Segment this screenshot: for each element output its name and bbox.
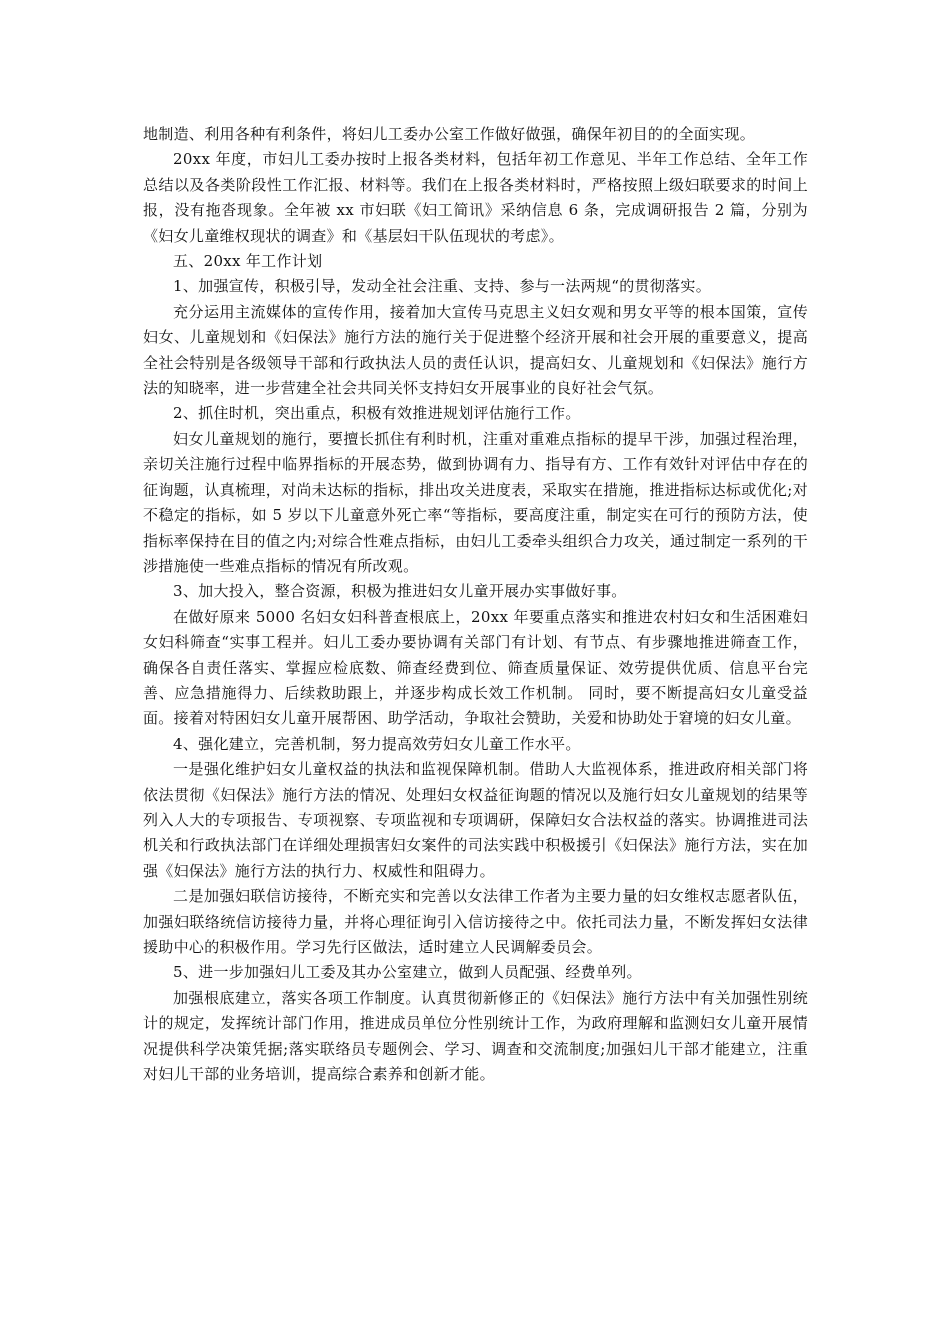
paragraph-continuation: 地制造、利用各种有利条件，将妇儿工委办公室工作做好做强，确保年初目的的全面实现。 (143, 125, 756, 143)
plan-item-2-heading: 2、抓住时机，突出重点，积极有效推进规划评估施行工作。 (173, 404, 581, 423)
plan-item-5-heading: 5、进一步加强妇儿工委及其办公室建立，做到人员配强、经费单列。 (173, 963, 642, 982)
plan-item-4-heading: 4、强化建立，完善机制，努力提高效劳妇女儿童工作水平。 (173, 734, 581, 753)
plan-item-4-body-part-1: 一是强化维护妇女儿童权益的执法和监视保障机制。借助人大监视体系，推进政府相关部门将依法贯彻《妇保法》施行方法的情况、处理妇女权益征询题的情况以及施行妇女儿童规划的结果等列入人大的专项报告、专项视察、专项监视和专项调研，保障妇女合法权益的落实。协调推进司法机关和行政执法部门在详细处理损害妇女案件的司法实践中积极援引《妇保法》施行方法，实在加强《妇保法》施行方法的执行力、权威性和阻碍力。 (143, 760, 808, 880)
plan-item-3-body: 在做好原来 5000 名妇女妇科普查根底上，20xx 年要重点落实和推进农村妇女和生活困难妇女妇科筛查“实事工程并。妇儿工委办要协调有关部门有计划、有节点、有步骤地推进筛查工作，确保各自责任落实、掌握应检底数、筛查经费到位、筛查质量保证、效劳提供优质、信息平台完善、应急措施得力、后续救助跟上，并逐步构成长效工作机制。 同时，要不断提高妇女儿童受益面。接着对特困妇女儿童开展帮困、助学活动，争取社会赞助，关爱和协助处于窘境的妇女儿童。 (143, 607, 808, 728)
paragraph-annual-reporting: 20xx 年度，市妇儿工委办按时上报各类材料，包括年初工作意见、半年工作总结、全年工作总结以及各类阶段性工作汇报、材料等。我们在上报各类材料时，严格按照上级妇联要求的时间上报，没有拖沓现象。全年被 xx 市妇联《妇工简讯》采纳信息 6 条，完成调研报告 2 篇，分别为《妇女儿童维权现状的调查》和《基层妇干队伍现状的考虑》。 (143, 150, 808, 245)
plan-item-1-heading: 1、加强宣传，积极引导，发动全社会注重、支持、参与一法两规“的贯彻落实。 (173, 277, 712, 296)
plan-item-3-heading: 3、加大投入，整合资源，积极为推进妇女儿童开展办实事做好事。 (173, 582, 627, 601)
section-heading-work-plan: 五、20xx 年工作计划 (173, 252, 323, 271)
plan-item-2-body: 妇女儿童规划的施行，要擅长抓住有利时机，注重对重难点指标的提早干涉，加强过程治理，亲切关注施行过程中临界指标的开展态势，做到协调有力、指导有方、工作有效针对评估中存在的征询题，认真梳理，对尚未达标的指标，排出攻关进度表，采取实在措施，推进指标达标或优化;对不稳定的指标，如 5 岁以下儿童意外死亡率“等指标，要高度注重，制定实在可行的预防方法，使指标率保持在目的值之内;对综合性难点指标，由妇儿工委牵头组织合力攻关，通过制定一系列的干涉措施使一些难点指标的情况有所改观。 (143, 429, 808, 575)
document-body (143, 122, 808, 1087)
plan-item-4-body-part-2: 二是加强妇联信访接待，不断充实和完善以女法律工作者为主要力量的妇女维权志愿者队伍，加强妇联络统信访接待力量，并将心理征询引入信访接待之中。依托司法力量，不断发挥妇女法律援助中心的积极作用。学习先行区做法，适时建立人民调解委员会。 (143, 887, 808, 956)
plan-item-1-body: 充分运用主流媒体的宣传作用，接着加大宣传马克思主义妇女观和男女平等的根本国策，宣传妇女、儿童规划和《妇保法》施行方法的施行关于促进整个经济开展和社会开展的重要意义，提高全社会特别是各级领导干部和行政执法人员的责任认识，提高妇女、儿童规划和《妇保法》施行方法的知晓率，进一步营建全社会共同关怀支持妇女开展事业的良好社会气氛。 (143, 302, 808, 398)
plan-item-5-body: 加强根底建立，落实各项工作制度。认真贯彻新修正的《妇保法》施行方法中有关加强性别统计的规定，发挥统计部门作用，推进成员单位分性别统计工作，为政府理解和监测妇女儿童开展情况提供科学决策凭据;落实联络员专题例会、学习、调查和交流制度;加强妇儿干部才能建立，注重对妇儿干部的业务培训，提高综合素养和创新才能。 (143, 988, 808, 1084)
